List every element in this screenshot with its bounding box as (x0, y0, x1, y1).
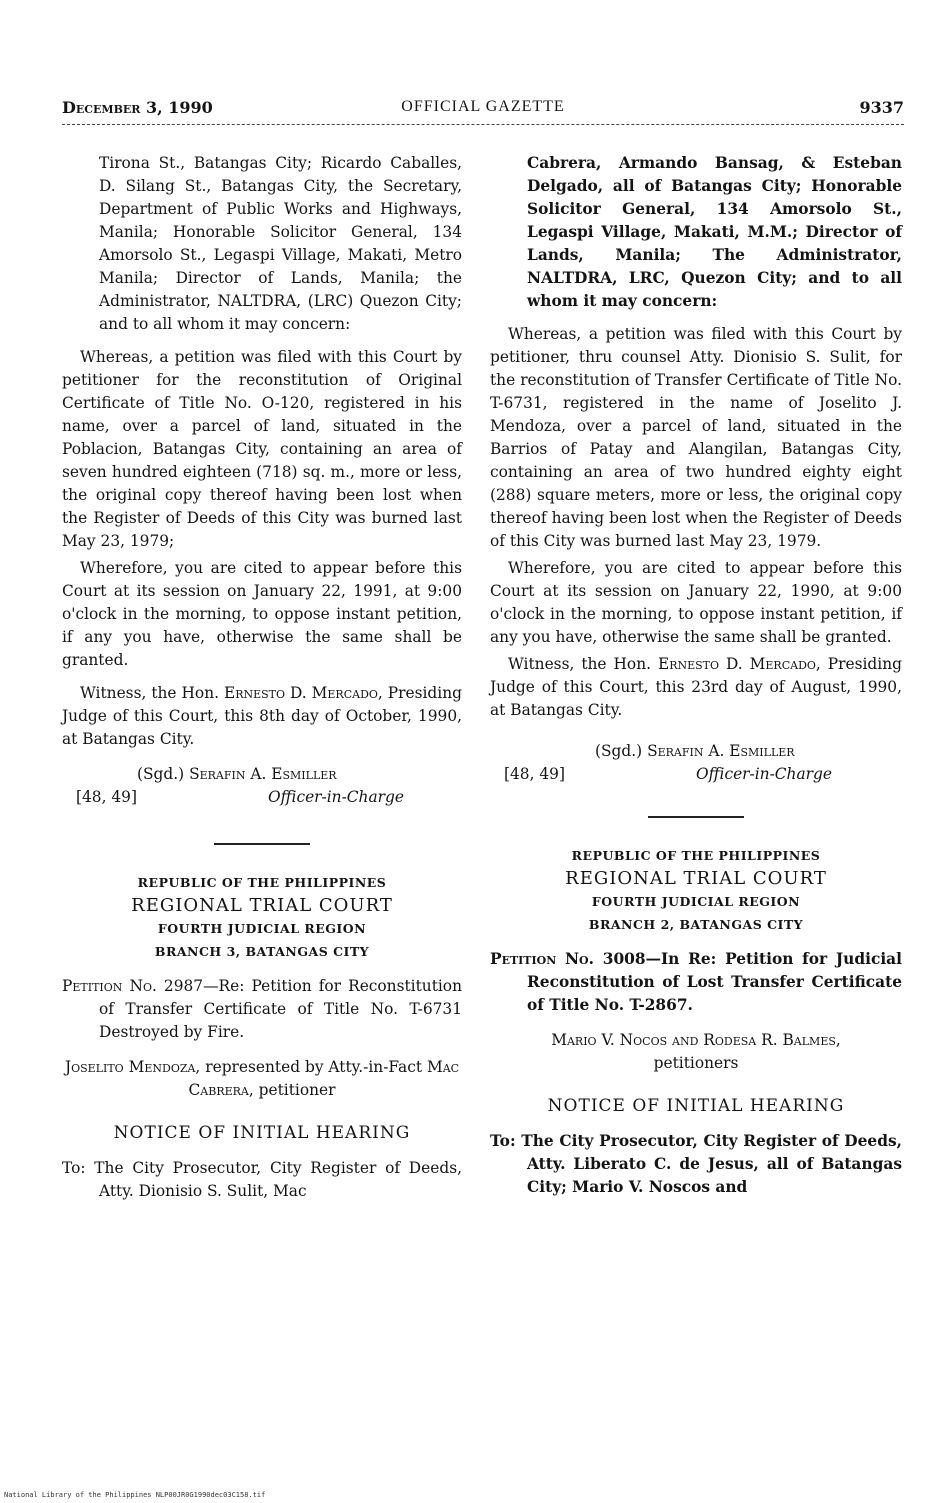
address-continuation: Tirona St., Batangas City; Ricardo Caballes, D. Silang St., Batangas City, the Secretary, Department of Public Works and Highways, Manila; Honorable Solicitor General, 134 Amorsolo St., Legaspi Village, Makati, Metro Manila; Director of Lands, Manila; the Administrator, NALTDRA, (LRC) Quezon City; and to all whom it may concern: (99, 154, 462, 333)
issue-date: December 3, 1990 (62, 98, 213, 117)
page-number: 9337 (859, 98, 904, 117)
issue-reference: [48, 49] (504, 765, 565, 783)
notice-heading: NOTICE OF INITIAL HEARING (113, 1123, 411, 1143)
judge-name: Ernesto D. Mercado, (657, 655, 821, 673)
signer-title: Officer-in-Charge (268, 788, 404, 806)
right-column (490, 152, 902, 1199)
issue-reference: [48, 49] (76, 788, 137, 806)
section-divider (648, 816, 744, 818)
addressees: To: The City Prosecutor, City Register of Deeds, Atty. Liberato C. de Jesus, all of Batangas City; Mario V. Noscos and (490, 1132, 902, 1196)
witness-paragraph: Witness, the Hon. Ernesto D. Mercado, Presiding Judge of this Court, this 8th day of October, 1990, at Batangas City. (62, 684, 462, 748)
wherefore-paragraph: Wherefore, you are cited to appear before this Court at its session on January 22, 1991, at 9:00 o'clock in the morning, to oppose instant petition, if any you have, otherwise the same shall be granted. (62, 559, 462, 669)
wherefore-paragraph: Wherefore, you are cited to appear before this Court at its session on January 22, 1990, at 9:00 o'clock in the morning, to oppose instant petition, if any you have, otherwise the same shall be granted. (490, 559, 902, 646)
whereas-paragraph: Whereas, a petition was filed with this Court by petitioner for the reconstitution of Original Certificate of Title No. O-120, registered in his name, over a parcel of land, situated in the Poblacion, Batangas City, containing an area of seven hundred eighteen (718) sq. m., more or less, the original copy thereof having been lost when the Register of Deeds of this City was burned last May 23, 1979; (62, 348, 462, 550)
case-caption: Petition No. 2987—Re: Petition for Reconstitution of Transfer Certificate of Title No. T-6731 Destroyed by Fire. (62, 977, 462, 1041)
court-heading: REPUBLIC OF THE PHILIPPINES REGIONAL TRIAL COURT FOURTH JUDICIAL REGION BRANCH 3, BATANGAS CITY (131, 875, 393, 959)
parties: Mario V. Nocos and Rodesa R. Balmes, petitioners (551, 1031, 841, 1072)
addressees: To: The City Prosecutor, City Register of Deeds, Atty. Dionisio S. Sulit, Mac (62, 1159, 462, 1200)
signer-title: Officer-in-Charge (696, 765, 832, 783)
address-continuation: Cabrera, Armando Bansag, & Esteban Delgado, all of Batangas City; Honorable Solicitor General, 134 Amorsolo St., Legaspi Village, Makati, M.M.; Director of Lands, Manila; The Administrator, NALTDRA, LRC, Quezon City; and to all whom it may concern: (527, 154, 902, 310)
parties: Joselito Mendoza, represented by Atty.-in-Fact Mac Cabrera, petitioner (64, 1058, 460, 1099)
case-caption: Petition No. 3008—In Re: Petition for Judicial Reconstitution of Lost Transfer Certificate of Title No. T-2867. (490, 950, 902, 1014)
header-rule (62, 124, 904, 125)
court-heading: REPUBLIC OF THE PHILIPPINES REGIONAL TRIAL COURT FOURTH JUDICIAL REGION BRANCH 2, BATANGAS CITY (565, 848, 827, 932)
whereas-paragraph: Whereas, a petition was filed with this Court by petitioner, thru counsel Atty. Dionisio S. Sulit, for the reconstitution of Transfer Certificate of Title No. T-6731, registered in the name of Joselito J. Mendoza, over a parcel of land, situated in the Barrios of Patay and Alangilan, Batangas City, containing an area of two hundred eighty eight (288) square meters, more or less, the original copy thereof having been lost when the Register of Deeds of this City was burned last May 23, 1979. (490, 325, 902, 550)
left-column (62, 152, 462, 1203)
page-header (62, 98, 904, 122)
notice-heading: NOTICE OF INITIAL HEARING (547, 1096, 845, 1116)
gazette-title: OFFICIAL GAZETTE (401, 98, 565, 115)
signer-name: Serafin A. Esmiller (647, 742, 795, 760)
section-divider (214, 843, 310, 845)
witness-paragraph: Witness, the Hon. Ernesto D. Mercado, Presiding Judge of this Court, this 23rd day of August, 1990, at Batangas City. (490, 655, 902, 719)
signer-name: Serafin A. Esmiller (189, 765, 337, 783)
judge-name: Ernesto D. Mercado, (223, 684, 383, 702)
signature-block: (Sgd.) Serafin A. Esmiller [48, 49] Officer-in-Charge (62, 763, 462, 809)
scan-footer: National Library of the Philippines NLP00JR0G1990dec03C158.tif (4, 1491, 266, 1499)
signature-block: (Sgd.) Serafin A. Esmiller [48, 49] Officer-in-Charge (490, 740, 902, 786)
